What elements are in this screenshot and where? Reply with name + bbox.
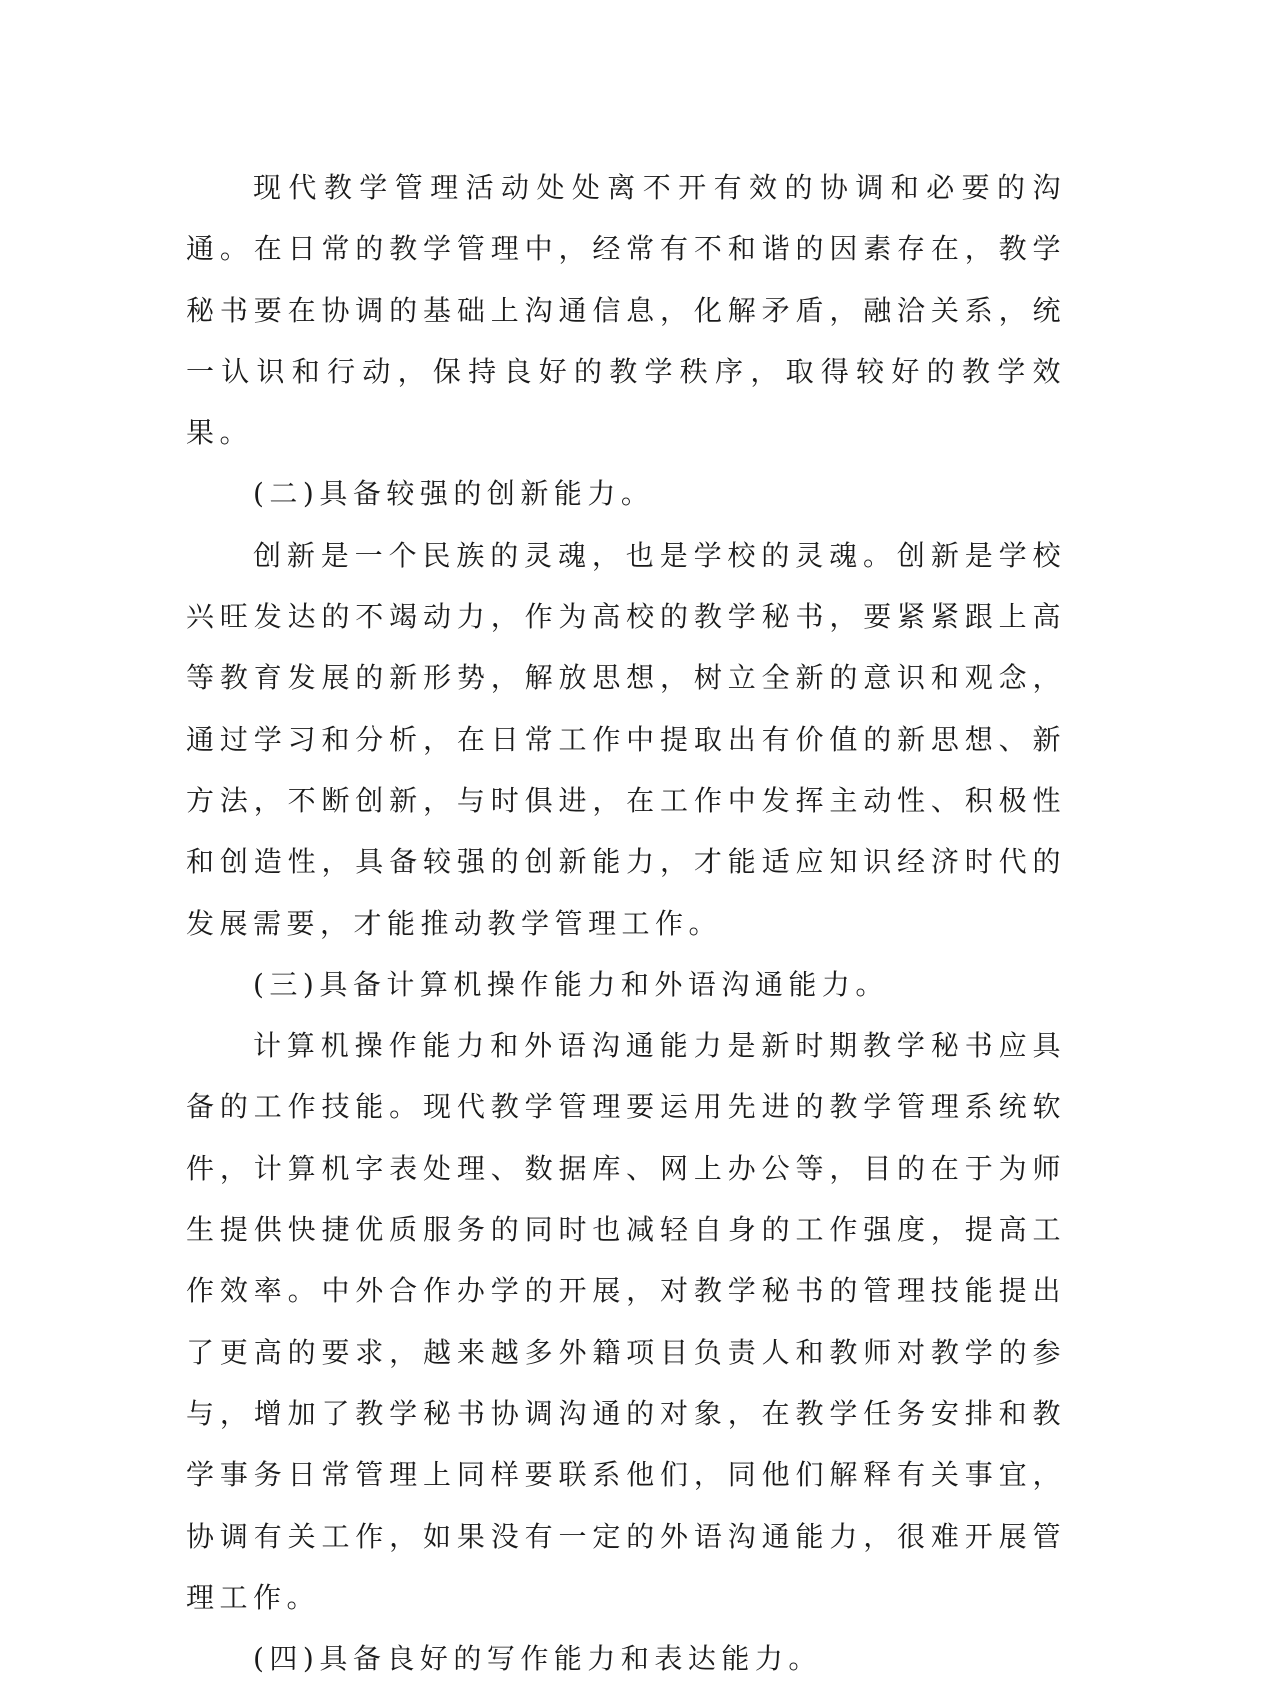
section-heading-writing-expression: (四)具备良好的写作能力和表达能力。: [253, 1642, 822, 1676]
paragraph-computer-language: 计算机操作能力和外语沟通能力是新时期教学秘书应具备的工作技能。现代教学管理要运用先进的教学管理系统软件，计算机字表处理、数据库、网上办公等，目的在于为师生提供快捷优质服务的同时也减轻自身的工作强度，提高工作效率。中外合作办学的开展，对教学秘书的管理技能提出了更高的要求，越来越多外籍项目负责人和教师对教学的参与，增加了教学秘书协调沟通的对象，在教学任务安排和教学事务日常管理上同样要联系他们，同他们解释有关事宜，协调有关工作，如果没有一定的外语沟通能力，很难开展管理工作。: [186, 1029, 1066, 1614]
paragraph-communication: 现代教学管理活动处处离不开有效的协调和必要的沟通。在日常的教学管理中，经常有不和谐的因素存在，教学秘书要在协调的基础上沟通信息，化解矛盾，融洽关系，统一认识和行动，保持良好的教学秩序，取得较好的教学效果。: [186, 171, 1066, 450]
document-page: [186, 157, 1066, 1689]
paragraph-innovation: 创新是一个民族的灵魂，也是学校的灵魂。创新是学校兴旺发达的不竭动力，作为高校的教学秘书，要紧紧跟上高等教育发展的新形势，解放思想，树立全新的意识和观念，通过学习和分析，在日常工作中提取出有价值的新思想、新方法，不断创新，与时俱进，在工作中发挥主动性、积极性和创造性，具备较强的创新能力，才能适应知识经济时代的发展需要，才能推动教学管理工作。: [186, 538, 1066, 940]
section-heading-innovation: (二)具备较强的创新能力。: [253, 477, 655, 511]
section-heading-computer-language: (三)具备计算机操作能力和外语沟通能力。: [253, 967, 889, 1001]
